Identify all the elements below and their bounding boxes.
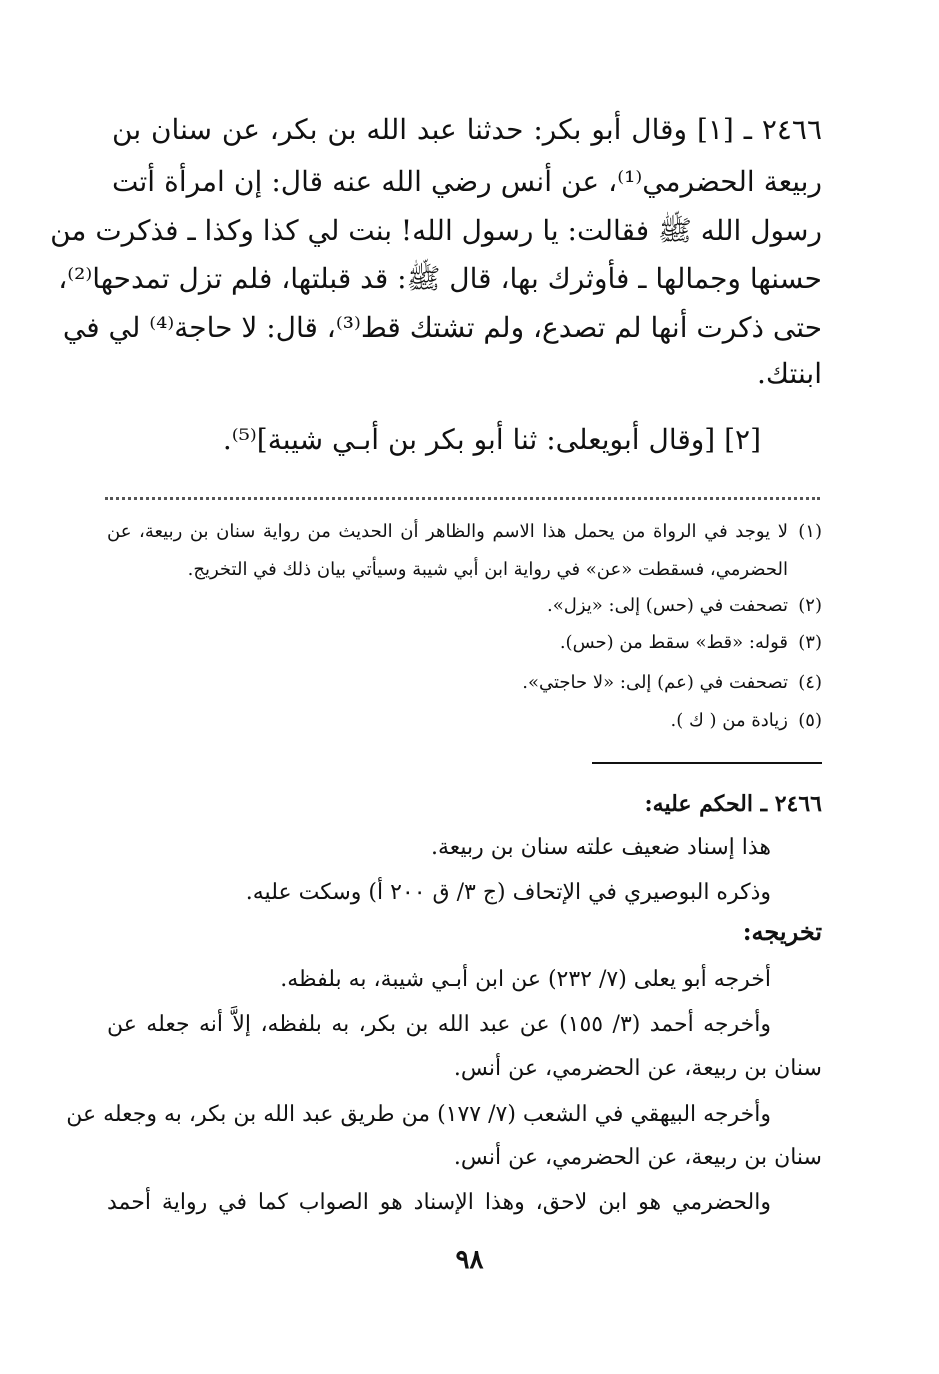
takhrij-line-5: سنان بن ربيعة، عن الحضرمي، عن أنس.	[453, 1145, 822, 1170]
takhrij-line-4-text: وأخرجه البيهقي في الشعب (٧/ ١٧٧) من طريق عبد الله بن بكر، به وجعله عن	[66, 1102, 771, 1127]
hadith-line-5: حتى ذكرت أنها لم تصدع، ولم تشتك قط⁽³⁾، قال: لا حاجة⁽⁴⁾ لي في	[62, 311, 822, 344]
hadith-line-4: حسنها وجمالها ـ فأوثرك بها، قال ﷺ: قد قبلتها، فلم تزل تمدحها⁽²⁾،	[58, 262, 822, 295]
footnote-text: زيادة من ( ك ).	[670, 710, 788, 731]
narration-2: [٢] [وقال أبويعلى: ثنا أبو بكر بن أبـي شيبة]⁽⁵⁾.	[222, 423, 761, 456]
footnote-text: تصحفت في (حس) إلى: «يزل».	[547, 595, 788, 616]
hadith-line-6: ابنتك.	[757, 357, 822, 390]
ruling-heading: ٢٤٦٦ ـ الحكم عليه:	[644, 791, 822, 817]
ruling-line-1: هذا إسناد ضعيف علته سنان بن ربيعة.	[430, 835, 771, 860]
takhrij-heading: تخريجه:	[742, 917, 822, 946]
footnote-number: (٤)	[798, 672, 822, 693]
hadith-line-2: ربيعة الحضرمي⁽¹⁾، عن أنس رضي الله عنه قال: إن امرأة أتت	[112, 165, 823, 198]
footnote-text: قوله: «قط» سقط من (حس).	[559, 632, 788, 653]
footnote-5	[107, 706, 822, 736]
section-divider	[592, 762, 822, 764]
footnote-number: (٥)	[798, 710, 822, 731]
ruling-line-2: وذكره البوصيري في الإتحاف (ج ٣/ ق ٢٠٠ أ) وسكت عليه.	[245, 880, 771, 905]
footnote-4	[107, 668, 822, 698]
takhrij-line-1: أخرجه أبو يعلى (٧/ ٢٣٢) عن ابن أبـي شيبة، به بلفظه.	[280, 967, 771, 992]
takhrij-line-2-text: وأخرجه أحمد (٣/ ١٥٥) عن عبد الله بن بكر، به بلفظه، إلاَّ أنه جعله عن	[107, 1012, 771, 1037]
takhrij-line-4	[66, 1095, 822, 1135]
hadith-line-3: رسول الله ﷺ فقالت: يا رسول الله! بنت لي كذا وكذا ـ فذكرت من	[50, 214, 822, 247]
footnote-text: تصحفت في (عم) إلى: «لا حاجتي».	[522, 672, 788, 693]
takhrij-line-6	[107, 1183, 822, 1223]
footnote-2	[107, 591, 822, 621]
footnote-number: (٣)	[798, 632, 822, 653]
footnote-separator	[105, 487, 820, 500]
footnote-1-line-1	[107, 517, 822, 547]
footnote-1-line-2: الحضرمي، فسقطت «عن» في رواية ابن أبي شيبة وسيأتي بيان ذلك في التخريج.	[187, 559, 788, 580]
takhrij-line-3: سنان بن ربيعة، عن الحضرمي، عن أنس.	[453, 1056, 822, 1081]
takhrij-line-6-text: والحضرمي هو ابن لاحق، وهذا الإسناد هو الصواب كما في رواية أحمد	[107, 1190, 771, 1215]
footnote-number: (١)	[798, 521, 822, 542]
hadith-line-1: ٢٤٦٦ ـ [١] وقال أبو بكر: حدثنا عبد الله بن بكر، عن سنان بن	[112, 113, 822, 146]
takhrij-line-2	[107, 1005, 822, 1045]
page-number: ٩٨	[455, 1245, 484, 1275]
footnote-3	[107, 628, 822, 658]
footnote-text: لا يوجد في الرواة من يحمل هذا الاسم والظاهر أن الحديث من رواية سنان بن ربيعة، عن	[107, 521, 788, 542]
footnote-number: (٢)	[798, 595, 822, 616]
